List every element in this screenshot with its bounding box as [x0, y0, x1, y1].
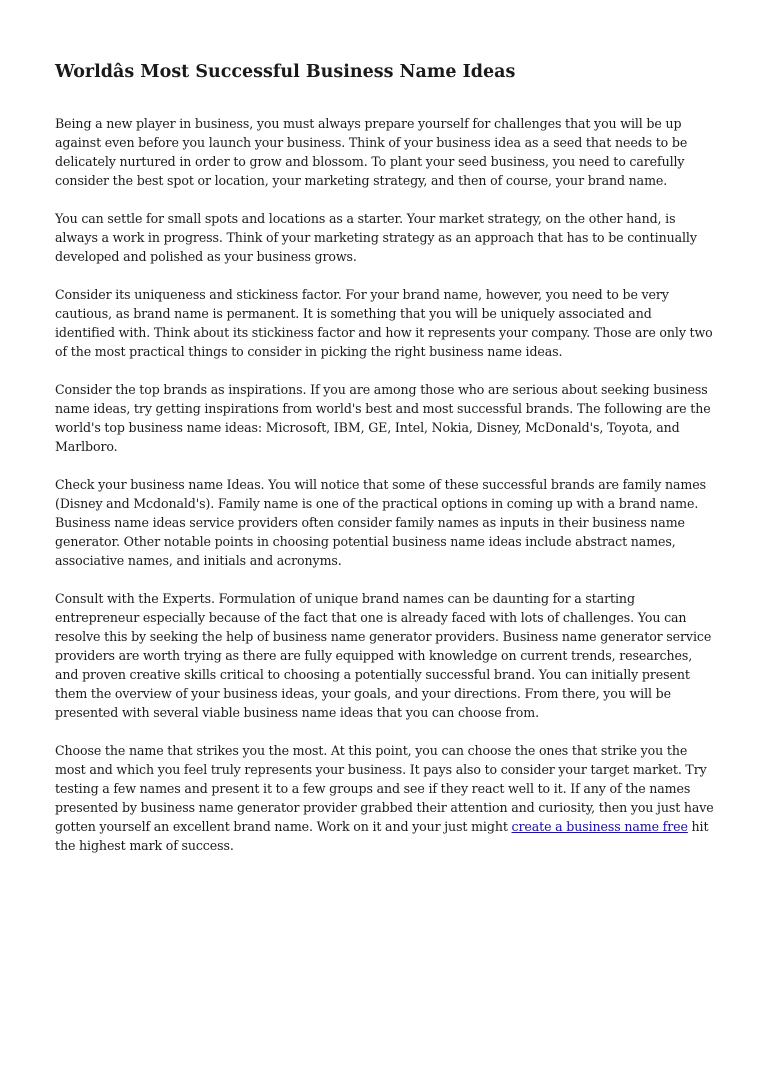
paragraph-choose-name-ending: hit the highest mark of success.	[55, 819, 709, 853]
paragraph-small-spots: You can settle for small spots and locations as a starter. Your market strategy, on the other hand, is always a work in progress. Think of your marketing strategy as an approach that has to be continually developed and polished as your business grows.	[55, 211, 697, 264]
paragraph-choose-name	[55, 741, 715, 855]
paragraph-intro: Being a new player in business, you must always prepare yourself for challenges that you will be up against even before you launch your business. Think of your business idea as a seed that needs to be delicately nurtured in order to grow and blossom. To plant your seed business, you need to carefully consider the best spot or location, your marketing strategy, and then of course, your brand name.	[55, 116, 688, 188]
document-title: Worldâs Most Successful Business Name Ideas	[55, 62, 516, 82]
paragraph-choose-name-text: Choose the name that strikes you the most. At this point, you can choose the ones that strike you the most and which you feel truly represents your business. It pays also to consider your target market. Try testing a few names and present it to a few groups and see if they react well to it. If any of the names presented by business name generator provider grabbed their attention and curiosity, then you just have gotten yourself an excellent brand name. Work on it and your just might	[55, 743, 714, 834]
paragraph-uniqueness: Consider its uniqueness and stickiness factor. For your brand name, however, you need to be very cautious, as brand name is permanent. It is something that you will be uniquely associated and identified with. Think about its stickiness factor and how it represents your company. Those are only two of the most practical things to consider in picking the right business name ideas.	[55, 287, 713, 359]
paragraph-top-brands: Consider the top brands as inspirations. If you are among those who are serious about seeking business name ideas, try getting inspirations from world's best and most successful brands. The following are the world's top business name ideas: Microsoft, IBM, GE, Intel, Nokia, Disney, McDonald's, Toyota, and Marlboro.	[55, 382, 711, 454]
create-business-name-link[interactable]: create a business name free	[511, 819, 688, 834]
paragraph-consult-experts: Consult with the Experts. Formulation of unique brand names can be daunting for a starting entrepreneur especially because of the fact that one is already faced with lots of challenges. You can resolve this by seeking the help of business name generator providers. Business name generator service providers are worth trying as there are fully equipped with knowledge on current trends, researches, and proven creative skills critical to choosing a potentially successful brand. You can initially present them the overview of your business ideas, your goals, and your directions. From there, you will be presented with several viable business name ideas that you can choose from.	[55, 591, 712, 720]
document-page	[55, 58, 715, 874]
paragraph-check-ideas: Check your business name Ideas. You will notice that some of these successful brands are family names (Disney and Mcdonald's). Family name is one of the practical options in coming up with a brand name. Business name ideas service providers often consider family names as inputs in their business name generator. Other notable points in choosing potential business name ideas include abstract names, associative names, and initials and acronyms.	[55, 477, 706, 568]
